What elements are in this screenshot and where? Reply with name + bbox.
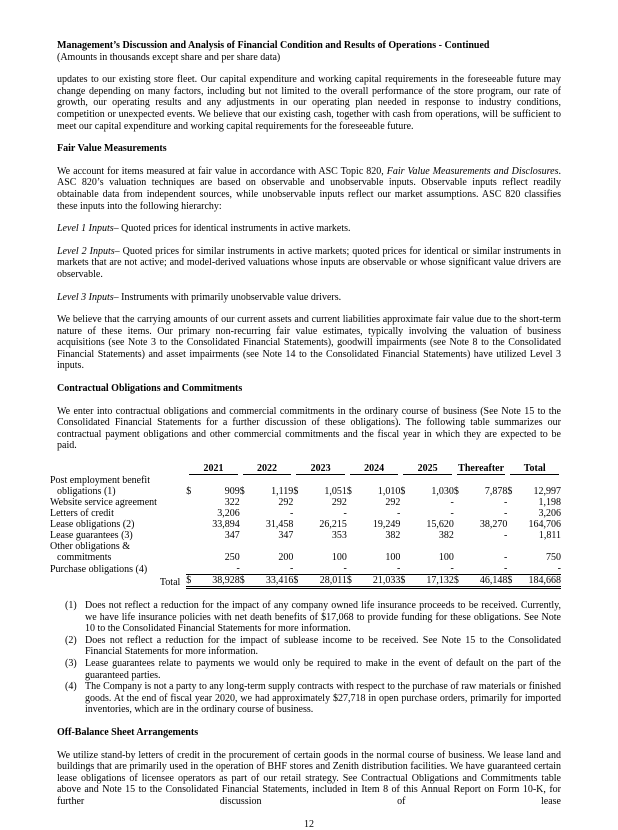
currency-spacer (400, 530, 412, 541)
table-cell: 184,668 (519, 575, 561, 588)
row-label: Letters of credit (50, 508, 114, 520)
table-cell: 38,928 (198, 575, 239, 588)
table-cell: 7,878 (484, 486, 508, 498)
level-3-text: – Instruments with primarily unobservable value drivers. (113, 291, 342, 303)
table-row-website-service (57, 497, 561, 508)
currency-spacer (400, 541, 412, 563)
table-cell: 28,011 (305, 575, 346, 588)
currency-spacer (240, 530, 252, 541)
footnote-marker: (1) (65, 600, 77, 612)
currency-symbol: $ (507, 486, 513, 498)
currency-spacer (293, 530, 305, 541)
table-row-purchase-obligations (57, 563, 561, 575)
currency-spacer (293, 541, 305, 563)
table-cell: 3,206 (217, 508, 240, 520)
currency-symbol: $ (346, 486, 352, 498)
currency-spacer (454, 541, 466, 563)
footnote-text: Does not reflect a reduction for the impact of any company owned life insurance proceeds to be received. Currently, we have life insurance policies with net death benefits of $17,068 to provide funding for these obligations. See Note 10 to the Consolidated Financial Statements for more information. (85, 600, 561, 635)
footnote-text: Lease guarantees relate to payments we would only be required to make in the event of default on the part of the guaranteed parties. (85, 658, 561, 681)
currency-spacer (186, 563, 198, 575)
currency-spacer (507, 508, 519, 519)
asc-820-text-post: . ASC 820’s valuation techniques are based on observable and unobservable inputs. Observable inputs reflect readily obtainable data from independent sources, while unobservable inputs reflect our market assumptions. ASC 820 classifies these inputs into the following hierarchy: (57, 165, 561, 212)
currency-spacer (186, 530, 198, 541)
table-cell: 292 (278, 497, 294, 509)
currency-symbol: $ (186, 486, 192, 498)
table-cell: 1,051 (324, 486, 347, 498)
table-row-lease-obligations (57, 519, 561, 530)
asc-820-standard-name: Fair Value Measurements and Disclosures (386, 165, 559, 177)
table-cell: - (504, 530, 508, 542)
table-column-header-2024: 2024 (347, 463, 401, 475)
amounts-note: (Amounts in thousands except share and per share data) (57, 51, 281, 63)
footnote (57, 600, 561, 635)
currency-spacer (400, 497, 412, 508)
table-cell: 353 (331, 530, 347, 542)
footnote (57, 681, 561, 716)
currency-spacer (454, 519, 466, 530)
currency-symbol: $ (293, 486, 299, 498)
table-cell: - (504, 508, 508, 520)
footnote-marker: (2) (65, 634, 77, 646)
table-footnotes (57, 600, 561, 716)
footnote-text: The Company is not a party to any long-term supply contracts with respect to the purchase of raw materials or finished goods. At the end of fiscal year 2020, we had approximately $27,718 in open purchase orders, primarily for imported inventories, which are in the ordinary course of business. (85, 681, 561, 716)
paragraph-contractual-intro: We enter into contractual obligations and commercial commitments in the ordinary course of business (See Note 15 to the Consolidated Financial Statements for a further discussion of these obligations). The following table summarizes our contractual payment obligations and other commercial commitments and the fiscal year in which they are expected to be paid. (57, 405, 561, 452)
currency-spacer (240, 541, 252, 563)
table-cell: 164,706 (528, 519, 561, 531)
footnote-text: Does not reflect a reduction for the impact of sublease income to be received. See Note 15 to the Consolidated Financial Statements for more information. (85, 634, 561, 658)
row-label: Lease guarantees (3) (50, 530, 133, 542)
table-cell: 1,119 (271, 486, 294, 498)
table-cell: 100 (438, 552, 454, 564)
row-label: Lease obligations (2) (50, 519, 135, 531)
table-cell: 250 (224, 552, 240, 564)
table-cell: - (450, 497, 454, 509)
row-label: Other obligations & commitments (50, 541, 130, 564)
row-label: Post employment benefit obligations (1) (50, 475, 150, 498)
currency-spacer (293, 563, 305, 575)
table-cell: 33,416 (252, 575, 293, 588)
table-cell: 1,811 (538, 530, 561, 542)
currency-spacer (186, 519, 198, 530)
currency-spacer (454, 508, 466, 519)
table-cell: 46,148 (466, 575, 507, 588)
currency-spacer (454, 497, 466, 508)
currency-spacer (507, 519, 519, 530)
level-3-lead: Level 3 Inputs (57, 291, 114, 303)
currency-symbol: $ (240, 575, 252, 588)
table-cell: 15,620 (426, 519, 454, 531)
footnote-marker: (3) (65, 658, 77, 669)
currency-spacer (507, 497, 519, 508)
currency-spacer (347, 519, 359, 530)
currency-spacer (347, 563, 359, 575)
table-cell: - (504, 563, 508, 575)
table-column-header-2023: 2023 (293, 463, 347, 475)
table-cell: 292 (331, 497, 347, 509)
footnote (57, 635, 561, 658)
table-cell: 12,997 (533, 486, 561, 498)
table-row-letters-of-credit (57, 508, 561, 519)
table-cell: 1,030 (431, 486, 454, 498)
footnote (57, 658, 561, 681)
table-row-post-employment (57, 475, 561, 497)
table-cell: 347 (224, 530, 240, 542)
table-cell: - (397, 508, 401, 520)
table-column-header-2025: 2025 (400, 463, 454, 475)
table-cell: - (289, 508, 294, 520)
table-row-total (57, 575, 561, 588)
section-heading-contractual-obligations: Contractual Obligations and Commitments (57, 383, 243, 395)
currency-spacer (454, 563, 466, 575)
currency-symbol: $ (400, 575, 412, 588)
level-2-lead: Level 2 Inputs (57, 245, 115, 257)
currency-spacer (240, 497, 252, 508)
table-cell: 292 (385, 497, 401, 509)
currency-spacer (507, 530, 519, 541)
table-column-header-2021: 2021 (186, 463, 240, 475)
table-cell: - (450, 508, 454, 520)
currency-spacer (507, 563, 519, 575)
table-cell: 100 (331, 552, 347, 564)
table-column-header-2022: 2022 (240, 463, 294, 475)
table-cell: 382 (385, 530, 401, 542)
intro-paragraph: updates to our existing store fleet. Our capital expenditure and working capital requirements in the foreseeable future may change depending on many factors, including but not limited to the overall performance of the store program, our rate of growth, our operating results and any adjustments in our operating plan needed in response to industry conditions, competition or unexpected events. We believe that our existing cash, together with cash from operations, will be sufficient to meet our capital expenditure and working capital requirements for the foreseeable future. (57, 74, 561, 132)
level-2-text: – Quoted prices for similar instruments in active markets; quoted prices for identical or similar instruments in markets that are not active; and model-derived valuations whose inputs are observable or whose significant value drivers are observable. (57, 245, 561, 280)
table-cell: 3,206 (538, 508, 561, 520)
table-cell: 322 (224, 497, 240, 509)
page-number: 12 (304, 818, 314, 830)
table-cell: - (504, 552, 508, 564)
table-cell: - (236, 563, 240, 575)
table-cell: 382 (438, 530, 454, 542)
currency-symbol: $ (239, 486, 245, 498)
table-cell: 750 (546, 552, 561, 564)
currency-spacer (347, 508, 359, 519)
currency-spacer (454, 530, 466, 541)
currency-symbol: $ (454, 575, 466, 588)
page-title: Management’s Discussion and Analysis of Financial Condition and Results of Operations - Continued (57, 40, 490, 51)
currency-spacer (400, 519, 412, 530)
table-cell: 21,033 (359, 575, 400, 588)
table-cell: 17,132 (412, 575, 453, 588)
currency-spacer (293, 497, 305, 508)
table-cell: 38,270 (479, 519, 508, 531)
contractual-obligations-table (50, 463, 561, 589)
table-cell: - (289, 563, 294, 575)
table-cell: 19,249 (372, 519, 401, 531)
table-cell: 31,458 (265, 519, 294, 531)
section-heading-fair-value: Fair Value Measurements (57, 143, 167, 155)
table-cell: 909 (224, 486, 240, 498)
table-cell: - (504, 497, 508, 509)
currency-symbol: $ (400, 486, 406, 498)
table-cell: 1,010 (377, 486, 401, 498)
section-heading-off-balance-sheet: Off-Balance Sheet Arrangements (57, 726, 199, 738)
currency-spacer (293, 519, 305, 530)
table-cell: 200 (278, 552, 294, 564)
total-label: Total (159, 576, 181, 588)
currency-spacer (507, 541, 519, 563)
table-row-other-obligations (57, 541, 561, 563)
currency-spacer (347, 541, 359, 563)
currency-spacer (186, 497, 198, 508)
table-column-header-thereafter: Thereafter (458, 463, 505, 475)
level-1-text: – Quoted prices for identical instruments in active markets. (113, 223, 351, 235)
table-cell: - (343, 563, 347, 575)
footnote-marker: (4) (65, 681, 77, 693)
row-label: Purchase obligations (4) (50, 563, 148, 575)
paragraph-off-balance-sheet: We utilize stand-by letters of credit in the procurement of certain goods in the normal course of business. We lease land and buildings that are primarily used in the operation of BHF stores and Zenith distribution facilities. We have guaranteed certain lease obligations of licensee operators as part of our retail strategy. See Contractual Obligations and Commitments table above and Note 15 to the Consolidated Financial Statements, included in Item 8 of this Annual Report on Form 10-K, for further discussion of lease (57, 749, 561, 807)
table-cell: - (557, 563, 561, 575)
currency-spacer (400, 563, 412, 575)
table-header-spacer (57, 463, 186, 475)
currency-symbol: $ (293, 575, 305, 588)
currency-spacer (186, 541, 198, 563)
paragraph-level-1-inputs (57, 223, 561, 235)
currency-spacer (240, 519, 252, 530)
currency-symbol: $ (347, 575, 359, 588)
table-cell: - (397, 563, 401, 575)
paragraph-carrying-amounts: We believe that the carrying amounts of our current assets and current liabilities approximate fair value due to the short-term nature of these items. Our primary non-recurring fair value estimates, typically involving the valuation of business acquisitions (see Note 3 to the Consolidated Financial Statements), goodwill impairments (see Note 8 to the Consolidated Financial Statements) and asset impairments (see Note 14 to the Consolidated Financial Statements) have utilized Level 3 inputs. (57, 314, 561, 372)
currency-spacer (400, 508, 412, 519)
currency-spacer (347, 497, 359, 508)
currency-symbol: $ (507, 575, 519, 588)
table-cell: 100 (385, 552, 401, 564)
table-cell: - (343, 508, 347, 520)
currency-spacer (240, 508, 252, 519)
currency-spacer (293, 508, 305, 519)
currency-symbol: $ (186, 575, 198, 588)
level-1-lead: Level 1 Inputs (57, 223, 114, 235)
table-cell: - (450, 563, 454, 575)
table-cell: 26,215 (319, 519, 347, 531)
table-column-header-total: Total (507, 463, 561, 475)
table-cell: 33,894 (212, 519, 240, 531)
paragraph-asc-820 (57, 166, 561, 212)
paragraph-level-2-inputs (57, 246, 561, 281)
paragraph-level-3-inputs (57, 292, 561, 304)
asc-820-text-pre: We account for items measured at fair value in accordance with ASC Topic 820, (57, 165, 387, 177)
table-cell: 347 (278, 530, 294, 542)
table-cell: 1,198 (538, 497, 561, 509)
currency-symbol: $ (453, 486, 459, 498)
currency-spacer (347, 530, 359, 541)
row-label: Website service agreement (50, 497, 157, 509)
table-row-lease-guarantees (57, 530, 561, 541)
table-header-row (57, 463, 561, 475)
currency-spacer (186, 508, 198, 519)
currency-spacer (240, 563, 252, 575)
